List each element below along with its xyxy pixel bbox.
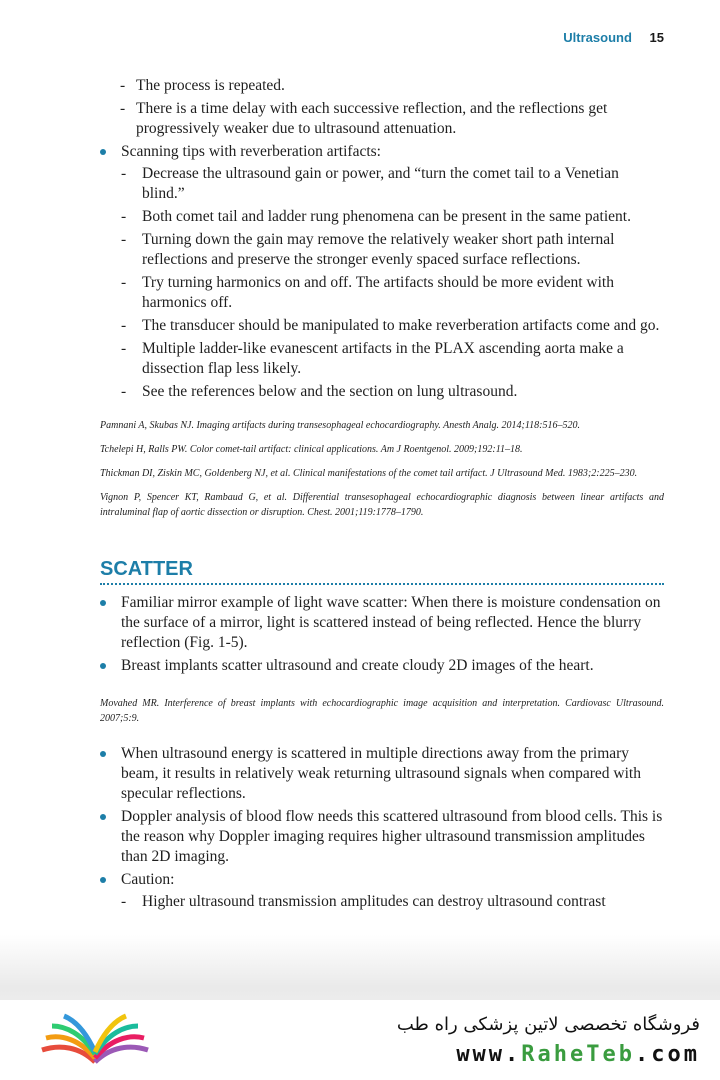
list-item-text: Caution: <box>121 871 175 888</box>
caution-sublist <box>121 892 664 912</box>
list-item: - There is a time delay with each successive reflection, and the reflections get progressively weaker due to ultrasound attenuation. <box>120 99 664 139</box>
bullet-icon <box>100 751 106 757</box>
bullet-icon <box>100 814 106 820</box>
list-item: - Higher ultrasound transmission amplitudes can destroy ultrasound contrast <box>121 892 664 912</box>
watermark-footer <box>0 1000 720 1080</box>
bullet-icon <box>100 600 106 606</box>
scatter-reference-block <box>100 696 664 726</box>
scatter-list <box>100 593 664 676</box>
url-prefix: www. <box>456 1042 522 1067</box>
list-item <box>100 870 664 912</box>
reference-item: Tchelepi H, Ralls PW. Color comet-tail artifact: clinical applications. Am J Roentgenol. 2009;192:11–18. <box>100 444 523 455</box>
list-item: - Multiple ladder-like evanescent artifacts in the PLAX ascending aorta make a dissection flap less likely. <box>121 339 664 379</box>
list-item: - Decrease the ultrasound gain or power, and “turn the comet tail to a Venetian blind.” <box>121 164 664 204</box>
list-item: - See the references below and the section on lung ultrasound. <box>121 382 664 402</box>
list-item <box>100 656 664 676</box>
list-item-text: Doppler analysis of blood flow needs this scattered ultrasound from blood cells. This is the reason why Doppler imaging requires higher ultrasound transmission amplitudes than 2D imaging. <box>121 808 663 865</box>
reference-item: Pamnani A, Skubas NJ. Imaging artifacts during transesophageal echocardiography. Anesth Analg. 2014;118:516–520. <box>100 420 580 431</box>
section-title-scatter: SCATTER <box>100 558 664 585</box>
bullet-icon <box>100 149 106 155</box>
page-number: 15 <box>649 30 664 45</box>
reference-item: Movahed MR. Interference of breast implants with echocardiographic image acquisition and interpretation. Cardiovasc Ultrasound. 2007;5:9. <box>100 698 664 724</box>
tips-label: Scanning tips with reverberation artifacts: <box>121 143 381 160</box>
list-item-text: When ultrasound energy is scattered in multiple directions away from the primary beam, it results in relatively weak returning ultrasound signals when compared with specular reflections. <box>121 745 641 802</box>
list-item: - Both comet tail and ladder rung phenomena can be present in the same patient. <box>121 207 664 227</box>
url-suffix: .com <box>635 1042 700 1067</box>
footer-url <box>456 1042 700 1067</box>
list-item: - Try turning harmonics on and off. The artifacts should be more evident with harmonics off. <box>121 273 664 313</box>
list-item: - Turning down the gain may remove the relatively weaker short path internal reflections and preserve the stronger evenly spaced surface reflections. <box>121 230 664 270</box>
reference-item: Thickman DI, Ziskin MC, Goldenberg NJ, et al. Clinical manifestations of the comet tail artifact. J Ultrasound Med. 1983;2:225–230. <box>100 468 638 479</box>
references <box>100 418 664 520</box>
list-item-text: Familiar mirror example of light wave scatter: When there is moisture condensation on the surface of a mirror, light is scattered instead of being reflected. Hence the blurry reflection (Fig. 1-5). <box>121 594 661 651</box>
top-dash-list <box>100 76 664 139</box>
url-brand: RaheTeb <box>521 1042 636 1067</box>
list-item-text: Breast implants scatter ultrasound and create cloudy 2D images of the heart. <box>121 657 594 674</box>
list-item: - The transducer should be manipulated to make reverberation artifacts come and go. <box>121 316 664 336</box>
list-item: - The process is repeated. <box>120 76 664 96</box>
bullet-icon <box>100 663 106 669</box>
reference-item: Vignon P, Spencer KT, Rambaud G, et al. Differential transesophageal echocardiographic diagnosis between linear artifacts and intraluminal flap of aortic dissection or disruption. Chest. 2001;119:1778–1790. <box>100 492 664 518</box>
tips-sublist <box>121 164 664 402</box>
list-item <box>100 744 664 804</box>
footer-persian-text: فروشگاه تخصصی لاتین پزشکی راه طب <box>396 1014 700 1035</box>
book-logo-icon <box>40 1012 150 1067</box>
running-header <box>563 30 664 45</box>
tips-bullet <box>100 142 664 402</box>
page-content <box>100 76 664 915</box>
page-fade-overlay <box>0 935 720 1010</box>
list-item <box>100 807 664 867</box>
bullet-icon <box>100 877 106 883</box>
scatter-list-2 <box>100 744 664 912</box>
tips-list <box>100 142 664 402</box>
list-item <box>100 593 664 653</box>
running-header-section: Ultrasound <box>563 30 632 45</box>
